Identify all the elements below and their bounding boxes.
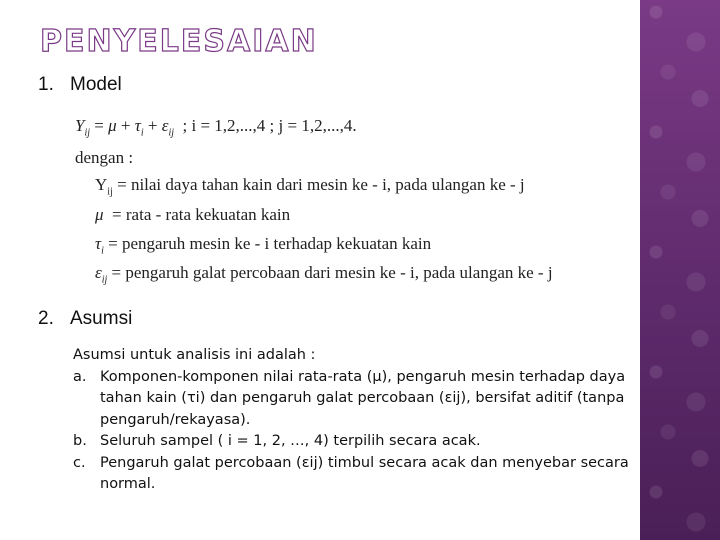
symbol-y-ij: $Y_{ij}$ [95, 175, 113, 198]
equation-conditions: ; i = 1,2,...,4 ; j = 1,2,...,4. [182, 116, 357, 135]
definition-text: pengaruh mesin ke - i terhadap kekuatan kain [121, 234, 432, 253]
equation-formula: $Y_{ij} = \mu + \tau_i + \varepsilon_{ij}$ [75, 116, 174, 139]
definition-text: nilai daya tahan kain dari mesin ke - i, pada ulangan ke - j [130, 175, 525, 194]
symbol-mu: μ [95, 205, 104, 224]
section-1-title: Model [70, 74, 122, 95]
definition-row: μ = rata - rata kekuatan kain [95, 205, 291, 224]
definition-text: pengaruh galat percobaan dari mesin ke - i, pada ulangan ke - j [125, 263, 553, 282]
definition-row: $Y_{ij}$ = nilai daya tahan kain dari mesin ke - i, pada ulangan ke - j [95, 175, 525, 198]
assumptions-block [73, 345, 633, 496]
sidebar-pattern [640, 0, 720, 540]
decorative-sidebar [640, 0, 720, 540]
assumption-text: Komponen-komponen nilai rata-rata (μ), pengaruh mesin terhadap daya tahan kain (τi) dan pengaruh galat percobaan (εij), bersifat aditif (tanpa pengaruh/rekayasa). [100, 368, 626, 428]
assumption-marker: c. [73, 454, 86, 471]
assumption-item [73, 453, 633, 496]
symbol-epsilon-ij: $\varepsilon_{ij}$ [95, 263, 108, 286]
assumption-item [73, 367, 633, 432]
assumption-item [73, 431, 633, 453]
assumption-marker: a. [73, 368, 87, 385]
section-2-title: Asumsi [70, 308, 133, 329]
assumption-text: Pengaruh galat percobaan (εij) timbul secara acak dan menyebar secara normal. [100, 454, 629, 492]
assumptions-intro: Asumsi untuk analisis ini adalah : [73, 347, 316, 363]
definition-row: $\varepsilon_{ij}$ = pengaruh galat percobaan dari mesin ke - i, pada ulangan ke - j [95, 263, 553, 286]
section-1-heading [38, 74, 122, 96]
section-2-number: 2. [38, 308, 54, 329]
dengan-label: dengan : [75, 148, 134, 167]
assumption-marker: b. [73, 433, 87, 449]
definition-text: rata - rata kekuatan kain [125, 205, 291, 224]
section-1-number: 1. [38, 74, 54, 95]
section-2-heading [38, 308, 132, 330]
model-equation [75, 116, 357, 138]
symbol-tau-i: $\tau_i$ [95, 234, 104, 257]
assumption-text: Seluruh sampel ( i = 1, 2, …, 4) terpilih secara acak. [100, 433, 481, 449]
slide-title: PENYELESAIAN [40, 24, 318, 59]
definition-row: $\tau_i$ = pengaruh mesin ke - i terhadap kekuatan kain [95, 234, 432, 257]
